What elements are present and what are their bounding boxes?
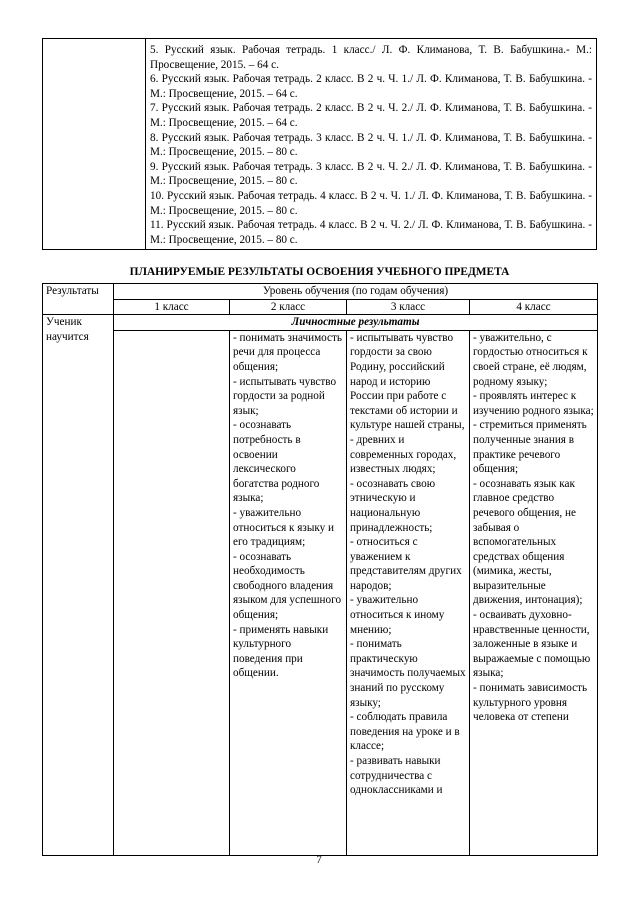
grade-3-text: - испытывать чувство гордости за свою Родину, российский народ и историю России при работе с текстами об истории и культуре нашей страны, - древних и современных городах, известных людях; - осознавать свою этническую и национальную принадлежность; - относиться с уважением к представителям других народов; - уважительно относиться к иному мнению; - понимать практическую значимость получаемых знаний по русскому языку; - соблюдать правила поведения на уроке и в классе; - развивать навыки сотрудничества с одноклассниками и: [350, 331, 466, 797]
list-item: 9. Русский язык. Рабочая тетрадь. 3 класс. В 2 ч. Ч. 2./ Л. Ф. Климанова, Т. В. Бабушкина. - М.: Просвещение, 2015. – 80 с.: [150, 160, 592, 188]
grade-4-results: [470, 330, 598, 855]
empty-left-cell: [43, 39, 146, 250]
grade-2-header: 2 класс: [230, 299, 347, 315]
grade-2-text: - понимать значимость речи для процесса общения; - испытывать чувство гордости за родной язык; - осознавать потребность в освоении лексического богатства родного языка; - уважительно относиться к языку и его традициям; - осознавать необходимость свободного владения языком для успешного общения; - применять навыки культурного поведения при общении.: [233, 331, 342, 680]
levels-header: Уровень обучения (по годам обучения): [114, 284, 598, 300]
page-number: 7: [316, 854, 322, 866]
results-header: Результаты: [43, 284, 114, 315]
grade-3-header: 3 класс: [347, 299, 470, 315]
grade-1-results: [114, 330, 230, 855]
list-item: 11. Русский язык. Рабочая тетрадь. 4 класс. В 2 ч. Ч. 2./ Л. Ф. Климанова, Т. В. Бабушкина. - М.: Просвещение, 2015. – 80 с.: [150, 219, 592, 246]
list-item: 6. Русский язык. Рабочая тетрадь. 2 класс. В 2 ч. Ч. 1./ Л. Ф. Климанова, Т. В. Бабушкина. - М.: Просвещение, 2015. – 64 с.: [150, 73, 592, 100]
list-item: 10. Русский язык. Рабочая тетрадь. 4 класс. В 2 ч. Ч. 1./ Л. Ф. Климанова, Т. В. Бабушкина. - М.: Просвещение, 2015. – 80 с.: [150, 189, 592, 217]
grade-1-header: 1 класс: [114, 299, 230, 315]
grade-1-text: [117, 331, 226, 855]
section-heading: ПЛАНИРУЕМЫЕ РЕЗУЛЬТАТЫ ОСВОЕНИЯ УЧЕБНОГО ПРЕДМЕТА: [129, 266, 510, 278]
textbook-list-table: [42, 38, 597, 250]
list-item: 5. Русский язык. Рабочая тетрадь. 1 класс./ Л. Ф. Климанова, Т. В. Бабушкина.- М.: Просвещение, 2015. – 64 с.: [150, 44, 592, 71]
grade-2-results: [230, 330, 347, 855]
textbook-list-cell: [146, 39, 597, 250]
grade-4-text: - уважительно, с гордостью относиться к своей стране, её людям, родному языку; - проявлять интерес к изучению родного языка; - стремиться применять полученные знания в практике речевого общения; - осознавать язык как главное средство речевого общения, не забывая о вспомогательных средствах общения (мимика, жесты, выразительные движения, интонация); - осваивать духовно-нравственные ценности, заложенные в языке и выражаемые с помощью языка; - понимать зависимость культурного уровня человека от степени: [473, 331, 594, 724]
personal-results-header: Личностные результаты: [114, 315, 598, 331]
grade-4-header: 4 класс: [470, 299, 598, 315]
grade-3-results: [347, 330, 470, 855]
list-item: 8. Русский язык. Рабочая тетрадь. 3 класс. В 2 ч. Ч. 1./ Л. Ф. Климанова, Т. В. Бабушкина. - М.: Просвещение, 2015. – 80 с.: [150, 131, 592, 159]
results-table: [42, 283, 598, 856]
list-item: 7. Русский язык. Рабочая тетрадь. 2 класс. В 2 ч. Ч. 2./ Л. Ф. Климанова, Т. В. Бабушкина. - М.: Просвещение, 2015. – 64 с.: [150, 102, 592, 129]
learner-label: Ученик научится: [43, 315, 114, 856]
